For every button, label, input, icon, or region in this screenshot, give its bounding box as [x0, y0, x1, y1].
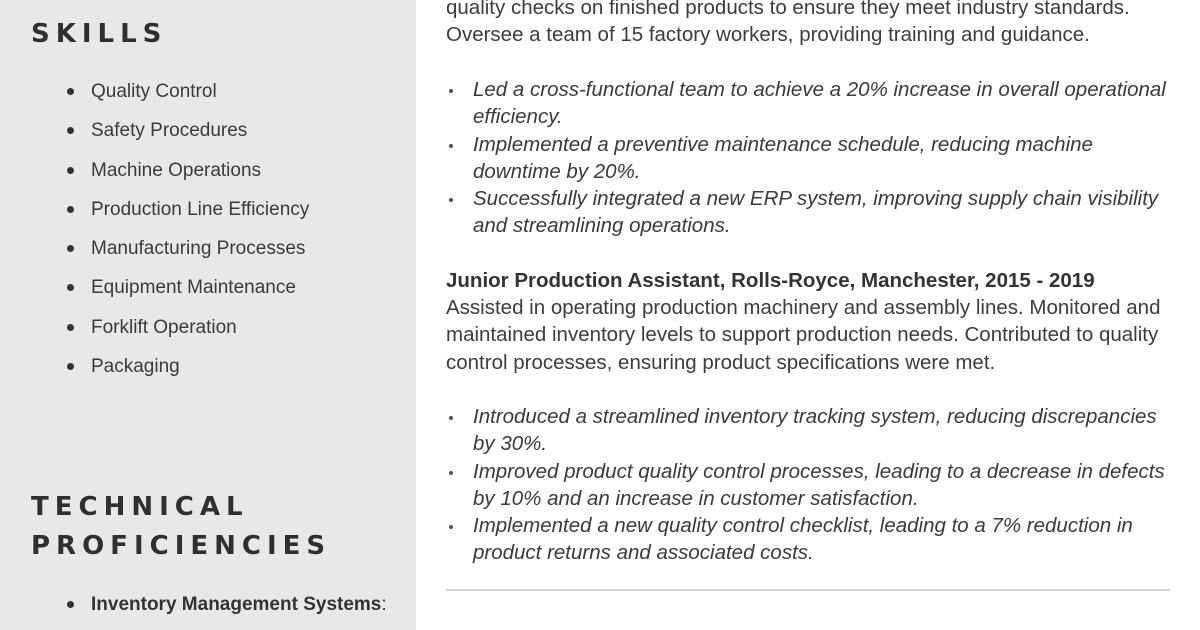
achievement-item: Implemented a new quality control checklist, leading to a 7% reduction in product returns and associated costs.: [446, 512, 1176, 567]
skill-item: Packaging: [0, 347, 309, 386]
bullet-icon: [449, 198, 453, 202]
skill-item: Manufacturing Processes: [0, 229, 309, 268]
skill-item: Forklift Operation: [0, 308, 309, 347]
bullet-icon: [67, 284, 74, 291]
skill-item: Equipment Maintenance: [0, 268, 309, 307]
bullet-icon: [449, 89, 453, 93]
job-achievements-list: [446, 76, 1176, 240]
section-divider: [446, 589, 1170, 591]
job-description-paragraph: Assisted in operating production machinery and assembly lines. Monitored and maintained inventory levels to support production needs. Contributed to quality control processes, ensuring product specifications were met.: [446, 296, 1161, 374]
bullet-icon: [67, 167, 74, 174]
bullet-icon: [67, 127, 74, 134]
technical-proficiencies-list: [0, 585, 387, 624]
technical-proficiencies-heading: TECHNICAL PROFICIENCIES: [31, 492, 332, 561]
bullet-icon: [67, 88, 74, 95]
bullet-icon: [449, 471, 453, 475]
skill-item: Machine Operations: [0, 151, 309, 190]
bullet-icon: [449, 416, 453, 420]
bullet-icon: [67, 245, 74, 252]
job-description-paragraph: quality checks on finished products to ensure they meet industry standards. Oversee a team of 15 factory workers, providing training and guidance.: [446, 0, 1130, 47]
tech-item: Inventory Management Systems:: [0, 585, 387, 624]
bullet-icon: [67, 324, 74, 331]
skills-list: [0, 72, 309, 386]
skill-item: Quality Control: [0, 72, 309, 111]
skill-item: Production Line Efficiency: [0, 190, 309, 229]
achievement-item: Led a cross-functional team to achieve a 20% increase in overall operational efficiency.: [446, 76, 1176, 131]
bullet-icon: [67, 601, 74, 608]
achievement-item: Improved product quality control processes, leading to a decrease in defects by 10% and an increase in customer satisfaction.: [446, 458, 1176, 513]
achievement-item: Introduced a streamlined inventory tracking system, reducing discrepancies by 30%.: [446, 403, 1176, 458]
job-title: Junior Production Assistant, Rolls-Royce, Manchester, 2015 - 2019: [446, 269, 1095, 292]
achievement-item: Successfully integrated a new ERP system, improving supply chain visibility and streamlining operations.: [446, 185, 1176, 240]
skill-item: Safety Procedures: [0, 111, 309, 150]
skills-heading: SKILLS: [31, 19, 168, 49]
bullet-icon: [449, 525, 453, 529]
bullet-icon: [449, 144, 453, 148]
bullet-icon: [67, 206, 74, 213]
achievement-item: Implemented a preventive maintenance schedule, reducing machine downtime by 20%.: [446, 131, 1176, 186]
bullet-icon: [67, 363, 74, 370]
job-achievements-list: [446, 403, 1176, 567]
sidebar: [0, 0, 416, 630]
